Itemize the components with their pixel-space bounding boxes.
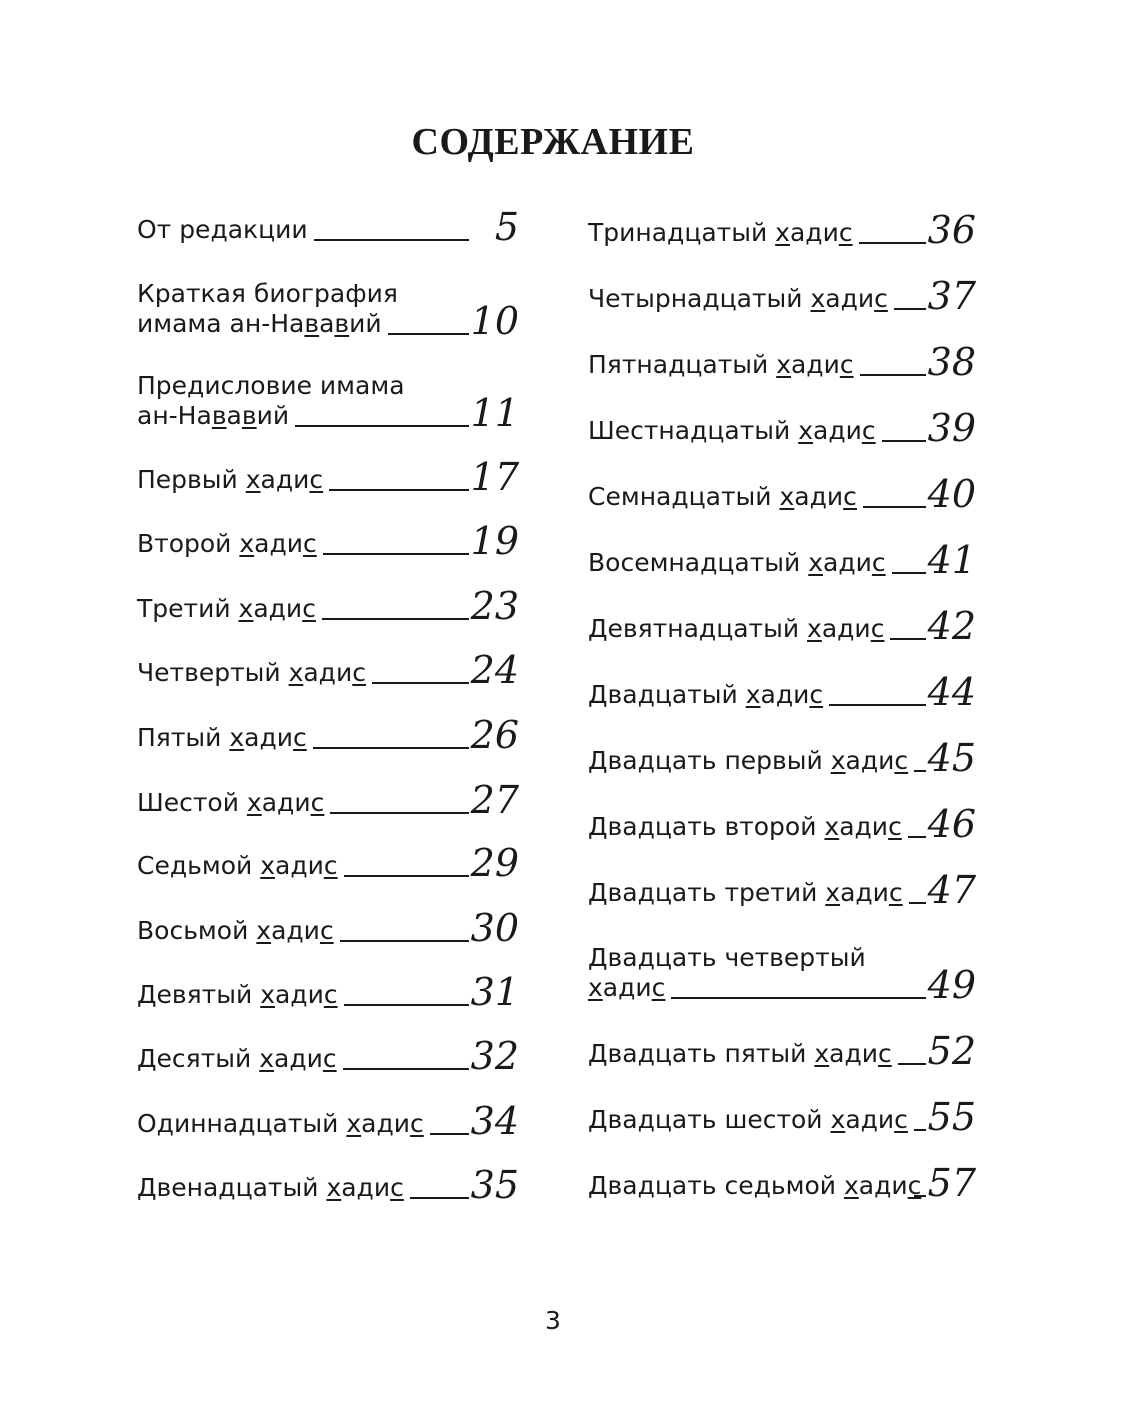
toc-leader-line	[863, 506, 926, 508]
toc-entry-text: Двадцать седьмой	[588, 1171, 844, 1200]
toc-entry-text: ади	[845, 746, 895, 775]
toc-entry-text: х	[588, 973, 603, 1002]
toc-entry-text: ади	[275, 851, 324, 880]
toc-entry-text: ади	[361, 1109, 410, 1138]
toc-entry-title-line	[588, 878, 903, 908]
toc-entry-text: ий	[349, 309, 382, 338]
toc-entry-title-line	[588, 943, 866, 973]
toc-entry-title-line	[137, 788, 324, 818]
toc-entry-text: От редакции	[137, 215, 308, 244]
toc-entry-title-line	[588, 1039, 892, 1069]
toc-entry-text: ади	[790, 350, 840, 379]
toc-leader-line	[914, 1129, 926, 1131]
toc-entry-text: х	[798, 416, 814, 445]
toc-entry-text: Двадцать шестой	[588, 1105, 831, 1134]
toc-entry-text: х	[779, 482, 795, 511]
toc-page-number: 38	[927, 340, 976, 384]
toc-entry-text: х	[245, 465, 261, 494]
toc-page-number: 39	[927, 406, 976, 450]
toc-entry-text: с	[907, 1171, 922, 1200]
toc-leader-line	[882, 440, 926, 442]
toc-entry-text: Двадцать четвертый	[588, 943, 866, 972]
toc-entry-text: х	[346, 1109, 362, 1138]
toc-leader-line	[329, 489, 469, 491]
toc-entry-text: с	[894, 746, 909, 775]
toc-entry-title-line	[137, 980, 338, 1010]
toc-entry-title-line	[137, 1044, 337, 1074]
toc-entry-title-line	[137, 1109, 424, 1139]
toc-entry-text: ади	[253, 594, 303, 623]
toc-page-number: 49	[927, 963, 976, 1007]
toc-entry-title-line	[588, 680, 823, 710]
toc-entry-title-line	[137, 309, 382, 339]
toc-entry-text: ади	[303, 658, 353, 687]
toc-entry-text: х	[288, 658, 304, 687]
toc-entry-title-line	[137, 465, 323, 495]
toc-entry-title-line	[137, 658, 366, 688]
toc-leader-line	[829, 704, 926, 706]
toc-entry-title-line	[137, 371, 405, 401]
toc-entry-text: Седьмой	[137, 851, 261, 880]
toc-entry-text: х	[326, 1173, 342, 1202]
toc-entry-text: Двадцать первый	[588, 746, 831, 775]
toc-page-number: 57	[927, 1161, 976, 1205]
toc-entry-text: с	[303, 529, 317, 558]
toc-entry-text: Десятый	[137, 1044, 260, 1073]
toc-entry-text: с	[319, 916, 334, 945]
toc-entry-text: с	[888, 812, 902, 841]
toc-entry-text: Девятнадцатый	[588, 614, 808, 643]
toc-leader-line	[372, 682, 469, 684]
toc-entry-text: Пятнадцатый	[588, 350, 777, 379]
toc-entry-text: с	[390, 1173, 404, 1202]
toc-page-number: 11	[470, 391, 519, 435]
toc-entry-title-line	[588, 548, 886, 578]
toc-entry-text: Семнадцатый	[588, 482, 780, 511]
toc-entry-text: ан-На	[137, 401, 212, 430]
toc-entry-text: с	[323, 851, 338, 880]
toc-entry-text: ий	[256, 401, 290, 430]
toc-entry-text: Второй	[137, 529, 240, 558]
toc-entry-text: с	[894, 1105, 908, 1134]
toc-entry-title-line	[588, 746, 908, 776]
toc-entry-text: с	[309, 465, 324, 494]
toc-entry-text: ади	[244, 723, 293, 752]
toc-page-number: 46	[927, 802, 976, 846]
toc-entry-text: х	[807, 614, 822, 643]
toc-entry-text: ади	[271, 916, 320, 945]
toc-page-number: 31	[470, 970, 519, 1014]
toc-entry-title-line	[137, 916, 334, 946]
toc-leader-line	[898, 1063, 926, 1065]
toc-entry-text: ади	[789, 218, 839, 247]
toc-entry-text: х	[745, 680, 761, 709]
toc-entry-text: ади	[274, 980, 324, 1009]
toc-entry-text: х	[259, 1044, 274, 1073]
toc-entry-text: х	[824, 812, 840, 841]
toc-entry-text: ади	[829, 1039, 878, 1068]
toc-entry-text: с	[323, 980, 338, 1009]
toc-entry-text: х	[260, 851, 276, 880]
toc-entry-text: х	[229, 723, 245, 752]
toc-entry-text: х	[256, 916, 272, 945]
toc-page-number: 41	[927, 538, 976, 582]
toc-leader-line	[314, 239, 469, 241]
toc-entry-title-line	[588, 973, 665, 1003]
toc-leader-line	[859, 242, 926, 244]
toc-entry-text: ади	[823, 548, 872, 577]
toc-leader-line	[914, 770, 926, 772]
toc-entry-text: с	[870, 614, 885, 643]
toc-entry-text: с	[878, 1039, 892, 1068]
toc-entry-text: ади	[821, 614, 871, 643]
toc-page-number: 32	[470, 1034, 519, 1078]
toc-entry-text: а	[319, 309, 335, 338]
toc-entry-text: с	[888, 878, 903, 907]
toc-leader-line	[892, 572, 926, 574]
toc-leader-line	[388, 333, 469, 335]
toc-page-number: 36	[927, 208, 976, 252]
toc-leader-line	[343, 1068, 469, 1070]
toc-entry-text: Тринадцатый	[588, 218, 776, 247]
toc-page-number: 19	[470, 519, 519, 563]
toc-page-number: 42	[927, 604, 976, 648]
toc-entry-title-line	[137, 215, 308, 245]
toc-page-number: 5	[494, 205, 519, 249]
toc-page-number: 55	[927, 1095, 976, 1139]
toc-entry-text: с	[843, 482, 857, 511]
toc-entry-text: х	[776, 350, 791, 379]
toc-leader-line	[894, 308, 926, 310]
toc-entry-text: Четырнадцатый	[588, 284, 811, 313]
toc-entry-text: имама ан-На	[137, 309, 305, 338]
toc-leader-line	[860, 374, 926, 376]
toc-entry-text: ади	[858, 1171, 908, 1200]
toc-entry-text: х	[808, 548, 824, 577]
toc-entry-text: ади	[839, 812, 889, 841]
toc-entry-text: ади	[254, 529, 304, 558]
toc-leader-line	[430, 1133, 469, 1135]
toc-page-number: 23	[470, 584, 519, 628]
toc-leader-line	[295, 425, 469, 427]
toc-entry-text: с	[874, 284, 888, 313]
toc-entry-text: с	[322, 1044, 337, 1073]
toc-entry-text: ади	[261, 788, 311, 817]
toc-entry-text: х	[830, 1105, 846, 1134]
toc-entry-text: ади	[760, 680, 810, 709]
toc-entry-title-line	[588, 218, 853, 248]
toc-leader-line	[671, 997, 926, 999]
toc-entry-text: ади	[341, 1173, 391, 1202]
toc-entry-title-line	[137, 529, 317, 559]
toc-entry-title-line	[588, 416, 876, 446]
toc-entry-text: с	[293, 723, 307, 752]
toc-page-number: 24	[470, 648, 519, 692]
toc-entry-text: ади	[794, 482, 844, 511]
toc-entry-text: Предисловие имама	[137, 371, 405, 400]
toc-entry-text: Краткая биография	[137, 279, 398, 308]
toc-entry-text: с	[352, 658, 366, 687]
toc-entry-text: х	[830, 746, 846, 775]
toc-entry-text: х	[825, 878, 841, 907]
toc-entry-text: с	[410, 1109, 424, 1138]
toc-entry-text: с	[651, 973, 666, 1002]
toc-entry-text: х	[238, 594, 254, 623]
toc-entry-title-line	[137, 401, 289, 431]
toc-leader-line	[890, 638, 926, 640]
toc-entry-text: с	[871, 548, 886, 577]
toc-entry-text: х	[260, 980, 275, 1009]
toc-page-number: 10	[470, 299, 519, 343]
toc-entry-text: с	[839, 350, 854, 379]
toc-entry-text: с	[861, 416, 876, 445]
toc-page-number: 17	[470, 455, 519, 499]
toc-entry-title-line	[137, 594, 316, 624]
toc-leader-line	[313, 747, 469, 749]
toc-page-number: 44	[927, 670, 976, 714]
toc-entry-text: в	[241, 401, 257, 430]
toc-entry-text: ади	[274, 1044, 323, 1073]
toc-page-number: 26	[470, 713, 519, 757]
toc-leader-line	[323, 553, 469, 555]
toc-entry-text: х	[239, 529, 255, 558]
toc-entry-text: ади	[825, 284, 875, 313]
toc-entry-title-line	[588, 812, 902, 842]
toc-entry-text: ади	[260, 465, 310, 494]
toc-entry-text: Двадцатый	[588, 680, 746, 709]
toc-entry-text: Четвертый	[137, 658, 289, 687]
toc-entry-text: Шестой	[137, 788, 247, 817]
toc-entry-title-line	[137, 723, 307, 753]
toc-entry-text: ади	[602, 973, 652, 1002]
toc-entry-text: Двенадцатый	[137, 1173, 327, 1202]
toc-entry-title-line	[137, 279, 398, 309]
toc-entry-text: х	[810, 284, 826, 313]
toc-entry-text: х	[246, 788, 262, 817]
toc-leader-line	[344, 875, 469, 877]
toc-entry-title-line	[588, 482, 857, 512]
toc-entry-text: Девятый	[137, 980, 261, 1009]
toc-entry-text: с	[809, 680, 824, 709]
toc-page-number: 29	[470, 841, 519, 885]
toc-entry-title-line	[588, 1171, 921, 1201]
toc-page-number: 45	[927, 736, 976, 780]
toc-leader-line	[340, 940, 469, 942]
toc-entry-title-line	[588, 1105, 908, 1135]
toc-entry-text: х	[775, 218, 790, 247]
page-title: СОДЕРЖАНИЕ	[411, 121, 695, 163]
toc-page-number: 37	[927, 274, 976, 318]
toc-entry-text: ади	[845, 1105, 895, 1134]
toc-entry-text: Восемнадцатый	[588, 548, 809, 577]
toc-leader-line	[322, 618, 469, 620]
toc-entry-text: в	[304, 309, 320, 338]
toc-entry-text: х	[814, 1039, 830, 1068]
toc-entry-text: Третий	[137, 594, 239, 623]
toc-leader-line	[914, 1195, 926, 1197]
toc-entry-text: ади	[813, 416, 862, 445]
toc-leader-line	[909, 902, 926, 904]
toc-entry-text: Восьмой	[137, 916, 257, 945]
toc-entry-title-line	[137, 851, 338, 881]
toc-entry-text: а	[226, 401, 242, 430]
page-number: 3	[545, 1306, 561, 1335]
toc-entry-title-line	[588, 614, 884, 644]
toc-entry-title-line	[588, 284, 888, 314]
toc-page-number: 27	[470, 778, 519, 822]
toc-entry-text: Двадцать третий	[588, 878, 826, 907]
toc-entry-text: в	[334, 309, 350, 338]
toc-entry-text: ади	[840, 878, 889, 907]
toc-leader-line	[330, 812, 469, 814]
toc-entry-text: с	[302, 594, 316, 623]
toc-page-number: 40	[927, 472, 976, 516]
toc-page-number: 30	[470, 906, 519, 950]
toc-page-number: 52	[927, 1029, 976, 1073]
toc-entry-text: Первый	[137, 465, 246, 494]
toc-entry-text: Двадцать второй	[588, 812, 825, 841]
toc-entry-text: Одиннадцатый	[137, 1109, 347, 1138]
toc-entry-text: х	[843, 1171, 859, 1200]
toc-page-number: 35	[470, 1163, 519, 1207]
toc-entry-text: с	[838, 218, 853, 247]
toc-entry-text: с	[310, 788, 325, 817]
toc-entry-text: в	[211, 401, 227, 430]
toc-entry-text: Шестнадцатый	[588, 416, 799, 445]
toc-page-number: 47	[927, 868, 976, 912]
toc-leader-line	[410, 1197, 469, 1199]
toc-leader-line	[908, 836, 926, 838]
toc-leader-line	[344, 1004, 469, 1006]
toc-entry-text: Пятый	[137, 723, 230, 752]
toc-entry-title-line	[588, 350, 854, 380]
toc-entry-title-line	[137, 1173, 404, 1203]
toc-page-number: 34	[470, 1099, 519, 1143]
toc-entry-text: Двадцать пятый	[588, 1039, 815, 1068]
